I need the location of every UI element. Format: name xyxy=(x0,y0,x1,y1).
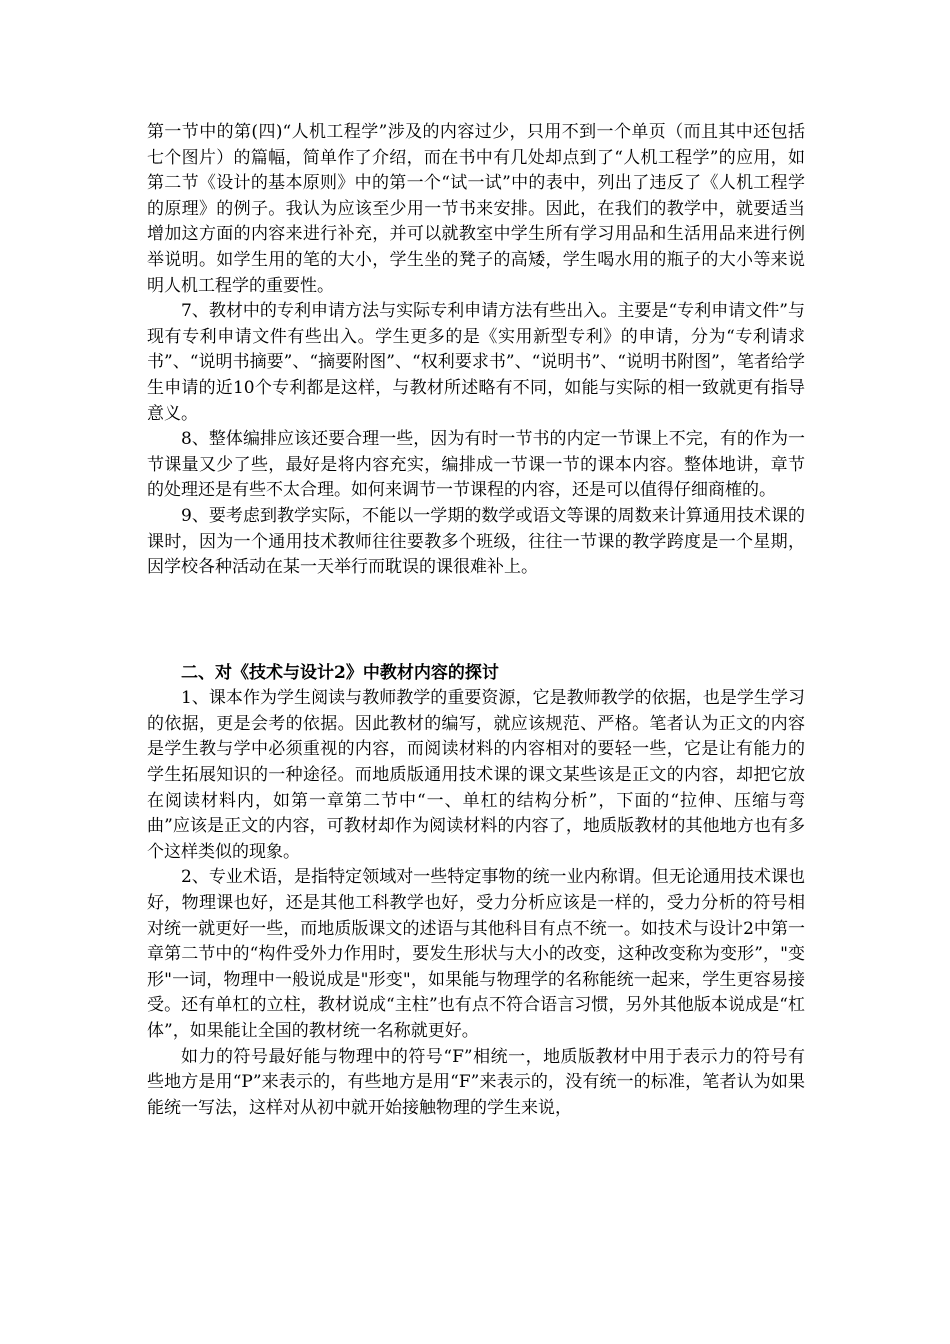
paragraph-s2-force-symbol: 如力的符号最好能与物理中的符号“F”相统一，地质版教材中用于表示力的符号有些地方是用“P”来表示的，有些地方是用“F”来表示的，没有统一的标准，笔者认为如果能统一写法，这样对从初中就开始接触物理的学生来说， xyxy=(147,1046,805,1118)
section-spacer xyxy=(147,581,805,661)
paragraph-item-8: 8、整体编排应该还要合理一些，因为有时一节书的内定一节课上不完，有的作为一节课量又少了些，最好是将内容充实，编排成一节课一节的课本内容。整体地讲，章节的处理还是有些不太合理。如何来调节一节课程的内容，还是可以值得仔细商榷的。 xyxy=(147,429,805,501)
document-page xyxy=(147,120,805,1121)
paragraph-item-7: 7、教材中的专利申请方法与实际专利申请方法有些出入。主要是“专利申请文件”与现有专利申请文件有些出入。学生更多的是《实用新型专利》的申请，分为“专利请求书”、“说明书摘要”、“摘要附图”、“权利要求书”、“说明书”、“说明书附图”，笔者给学生申请的近10个专利都是这样，与教材所述略有不同，如能与实际的相一致就更有指导意义。 xyxy=(147,301,805,424)
section-heading: 二、对《技术与设计2》中教材内容的探讨 xyxy=(181,662,499,683)
paragraph-ergonomics: 第一节中的第(四)“人机工程学”涉及的内容过少，只用不到一个单页（而且其中还包括七个图片）的篇幅，简单作了介绍，而在书中有几处却点到了“人机工程学”的应用，如第二节《设计的基本原则》中的第一个“试一试”中的表中，列出了违反了《人机工程学的原理》的例子。我认为应该至少用一节书来安排。因此，在我们的教学中，就要适当增加这方面的内容来进行补充，并可以就教室中学生所有学习用品和生活用品来进行例举说明。如学生用的笔的大小，学生坐的凳子的高矮，学生喝水用的瓶子的大小等来说明人机工程学的重要性。 xyxy=(147,122,805,296)
paragraph-item-9: 9、要考虑到教学实际，不能以一学期的数学或语文等课的周数来计算通用技术课的课时，因为一个通用技术教师往往要教多个班级，往往一节课的教学跨度是一个星期，因学校各种活动在某一天举行而耽误的课很难补上。 xyxy=(147,505,805,578)
paragraph-s2-item-2: 2、专业术语，是指特定领域对一些特定事物的统一业内称谓。但无论通用技术课也好，物理课也好，还是其他工科教学也好，受力分析应该是一样的，受力分析的符号相对统一就更好一些，而地质版课文的述语与其他科目有点不统一。如技术与设计2中第一章第二节中的“构件受外力作用时，要发生形状与大小的改变，这种改变称为变形”，"变形"一词，物理中一般说成是"形变"，如果能与物理学的名称能统一起来，学生更容易接受。还有单杠的立柱，教材说成“主柱”也有点不符合语言习惯，另外其他版本说成是“杠体”，如果能让全国的教材统一名称就更好。 xyxy=(147,867,805,1041)
paragraph-s2-item-1: 1、课本作为学生阅读与教师教学的重要资源，它是教师教学的依据，也是学生学习的依据，更是会考的依据。因此教材的编写，就应该规范、严格。笔者认为正文的内容是学生教与学中必须重视的内容，而阅读材料的内容相对的要轻一些，它是让有能力的学生拓展知识的一种途径。而地质版通用技术课的课文某些该是正文的内容，却把它放在阅读材料内，如第一章第二节中“一、单杠的结构分析”，下面的“拉伸、压缩与弯曲”应该是正文的内容，可教材却作为阅读材料的内容了，地质版教材的其他地方也有多个这样类似的现象。 xyxy=(147,688,805,862)
